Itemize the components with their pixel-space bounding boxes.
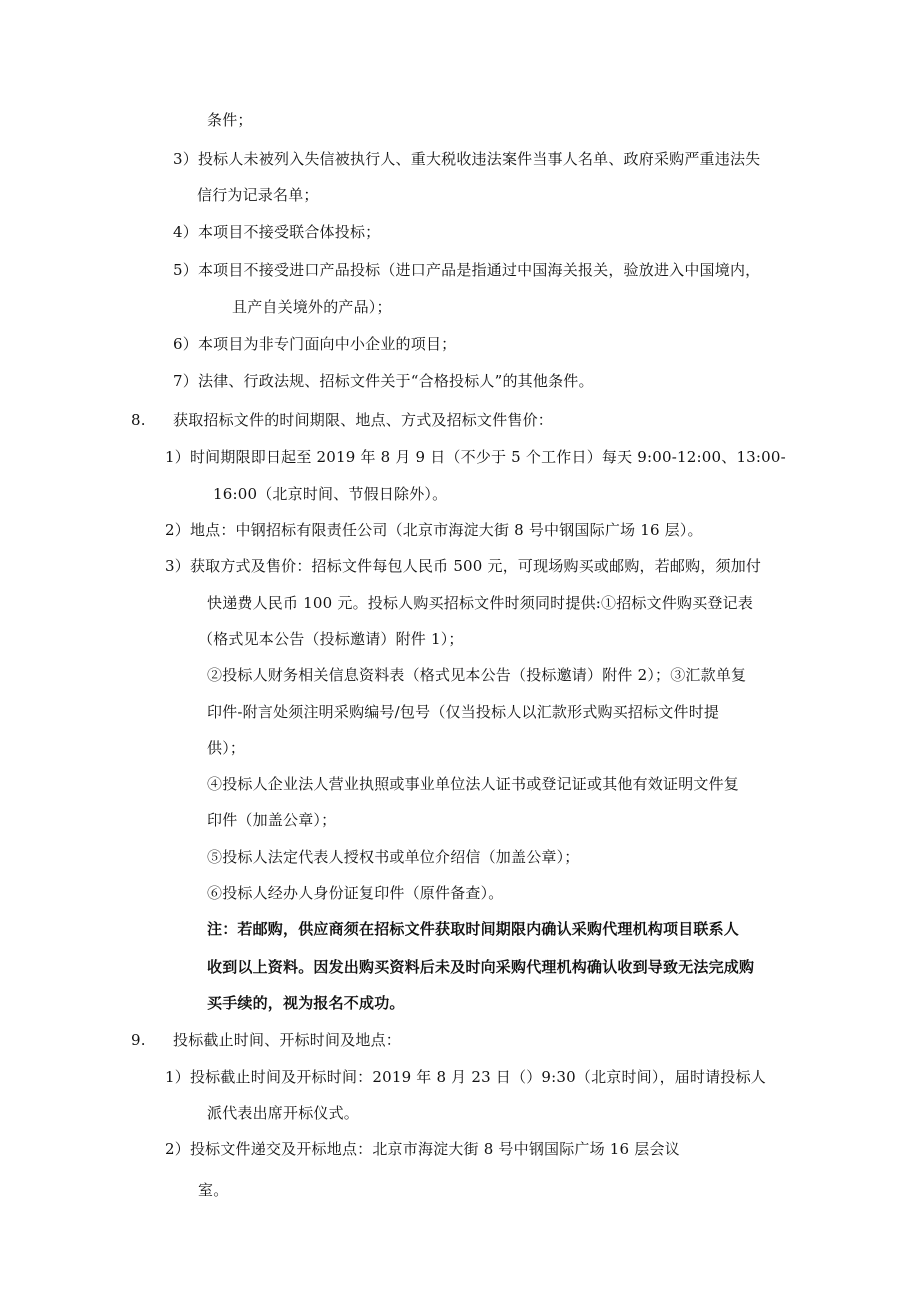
section8-item3-line6: 供）；: [207, 739, 246, 757]
section7-item2-tail: 条件；: [207, 111, 253, 129]
section8-note-line1: 注：若邮购，供应商须在招标文件获取时间期限内确认采购代理机构项目联系人: [207, 920, 740, 938]
section8-item3-line5: 印件-附言处须注明采购编号/包号（仅当投标人以汇款形式购买招标文件时提: [207, 703, 720, 721]
section7-item5-line1: 5）本项目不接受进口产品投标（进口产品是指通过中国海关报关，验放进入中国境内，: [173, 261, 761, 279]
section9-item1-line2: 派代表出席开标仪式。: [207, 1104, 360, 1122]
section8-item2: 2）地点：中钢招标有限责任公司（北京市海淀大街 8 号中钢国际广场 16 层）。: [165, 521, 703, 539]
section8-note-line3: 买手续的，视为报名不成功。: [207, 994, 405, 1012]
section8-title: 获取招标文件的时间期限、地点、方式及招标文件售价：: [173, 411, 554, 429]
section8-item3-line7: ④投标人企业法人营业执照或事业单位法人证书或登记证或其他有效证明文件复: [207, 775, 740, 793]
section8-item3-line9: ⑤投标人法定代表人授权书或单位介绍信（加盖公章）；: [207, 848, 580, 866]
section7-item6: 6）本项目为非专门面向中小企业的项目；: [173, 335, 457, 353]
section8-note-line2: 收到以上资料。因发出购买资料后未及时向采购代理机构确认收到导致无法完成购: [207, 958, 755, 976]
section8-item3-line1: 3）获取方式及售价：招标文件每包人民币 500 元，可现场购买或邮购，若邮购，须加付: [165, 557, 762, 575]
section7-item5-line2: 且产自关境外的产品）；: [232, 298, 392, 316]
section8-item3-line10: ⑥投标人经办人身份证复印件（原件备查）。: [207, 884, 504, 902]
section7-item4: 4）本项目不接受联合体投标；: [173, 223, 381, 241]
section8-item3-line4: ②投标人财务相关信息资料表（格式见本公告（投标邀请）附件 2）；③汇款单复: [207, 666, 747, 684]
section8-number: 8.: [131, 411, 146, 429]
section8-item3-line3: （格式见本公告（投标邀请）附件 1）；: [198, 630, 464, 648]
section9-item2-line2: 室。: [198, 1181, 229, 1199]
section7-item3-line2: 信行为记录名单；: [197, 186, 319, 204]
section8-item3-line8: 印件（加盖公章）；: [207, 811, 337, 829]
section7-item7: 7）法律、行政法规、招标文件关于“合格投标人”的其他条件。: [173, 372, 594, 390]
section7-item3-line1: 3）投标人未被列入失信被执行人、重大税收违法案件当事人名单、政府采购严重违法失: [173, 150, 761, 168]
section8-item3-line2: 快递费人民币 100 元。投标人购买招标文件时须同时提供:①招标文件购买登记表: [207, 594, 754, 612]
section9-item1-line1: 1）投标截止时间及开标时间：2019 年 8 月 23 日（）9:30（北京时间），届时请投标人: [165, 1068, 766, 1086]
section9-number: 9.: [131, 1031, 146, 1049]
section9-item2-line1: 2）投标文件递交及开标地点：北京市海淀大街 8 号中钢国际广场 16 层会议: [165, 1140, 680, 1158]
section8-item1-line2: 16:00（北京时间、节假日除外）。: [213, 485, 448, 503]
section8-item1-line1: 1）时间期限即日起至 2019 年 8 月 9 日（不少于 5 个工作日）每天 9:00-12:00、13:00-: [165, 448, 786, 466]
section9-title: 投标截止时间、开标时间及地点：: [173, 1031, 402, 1049]
